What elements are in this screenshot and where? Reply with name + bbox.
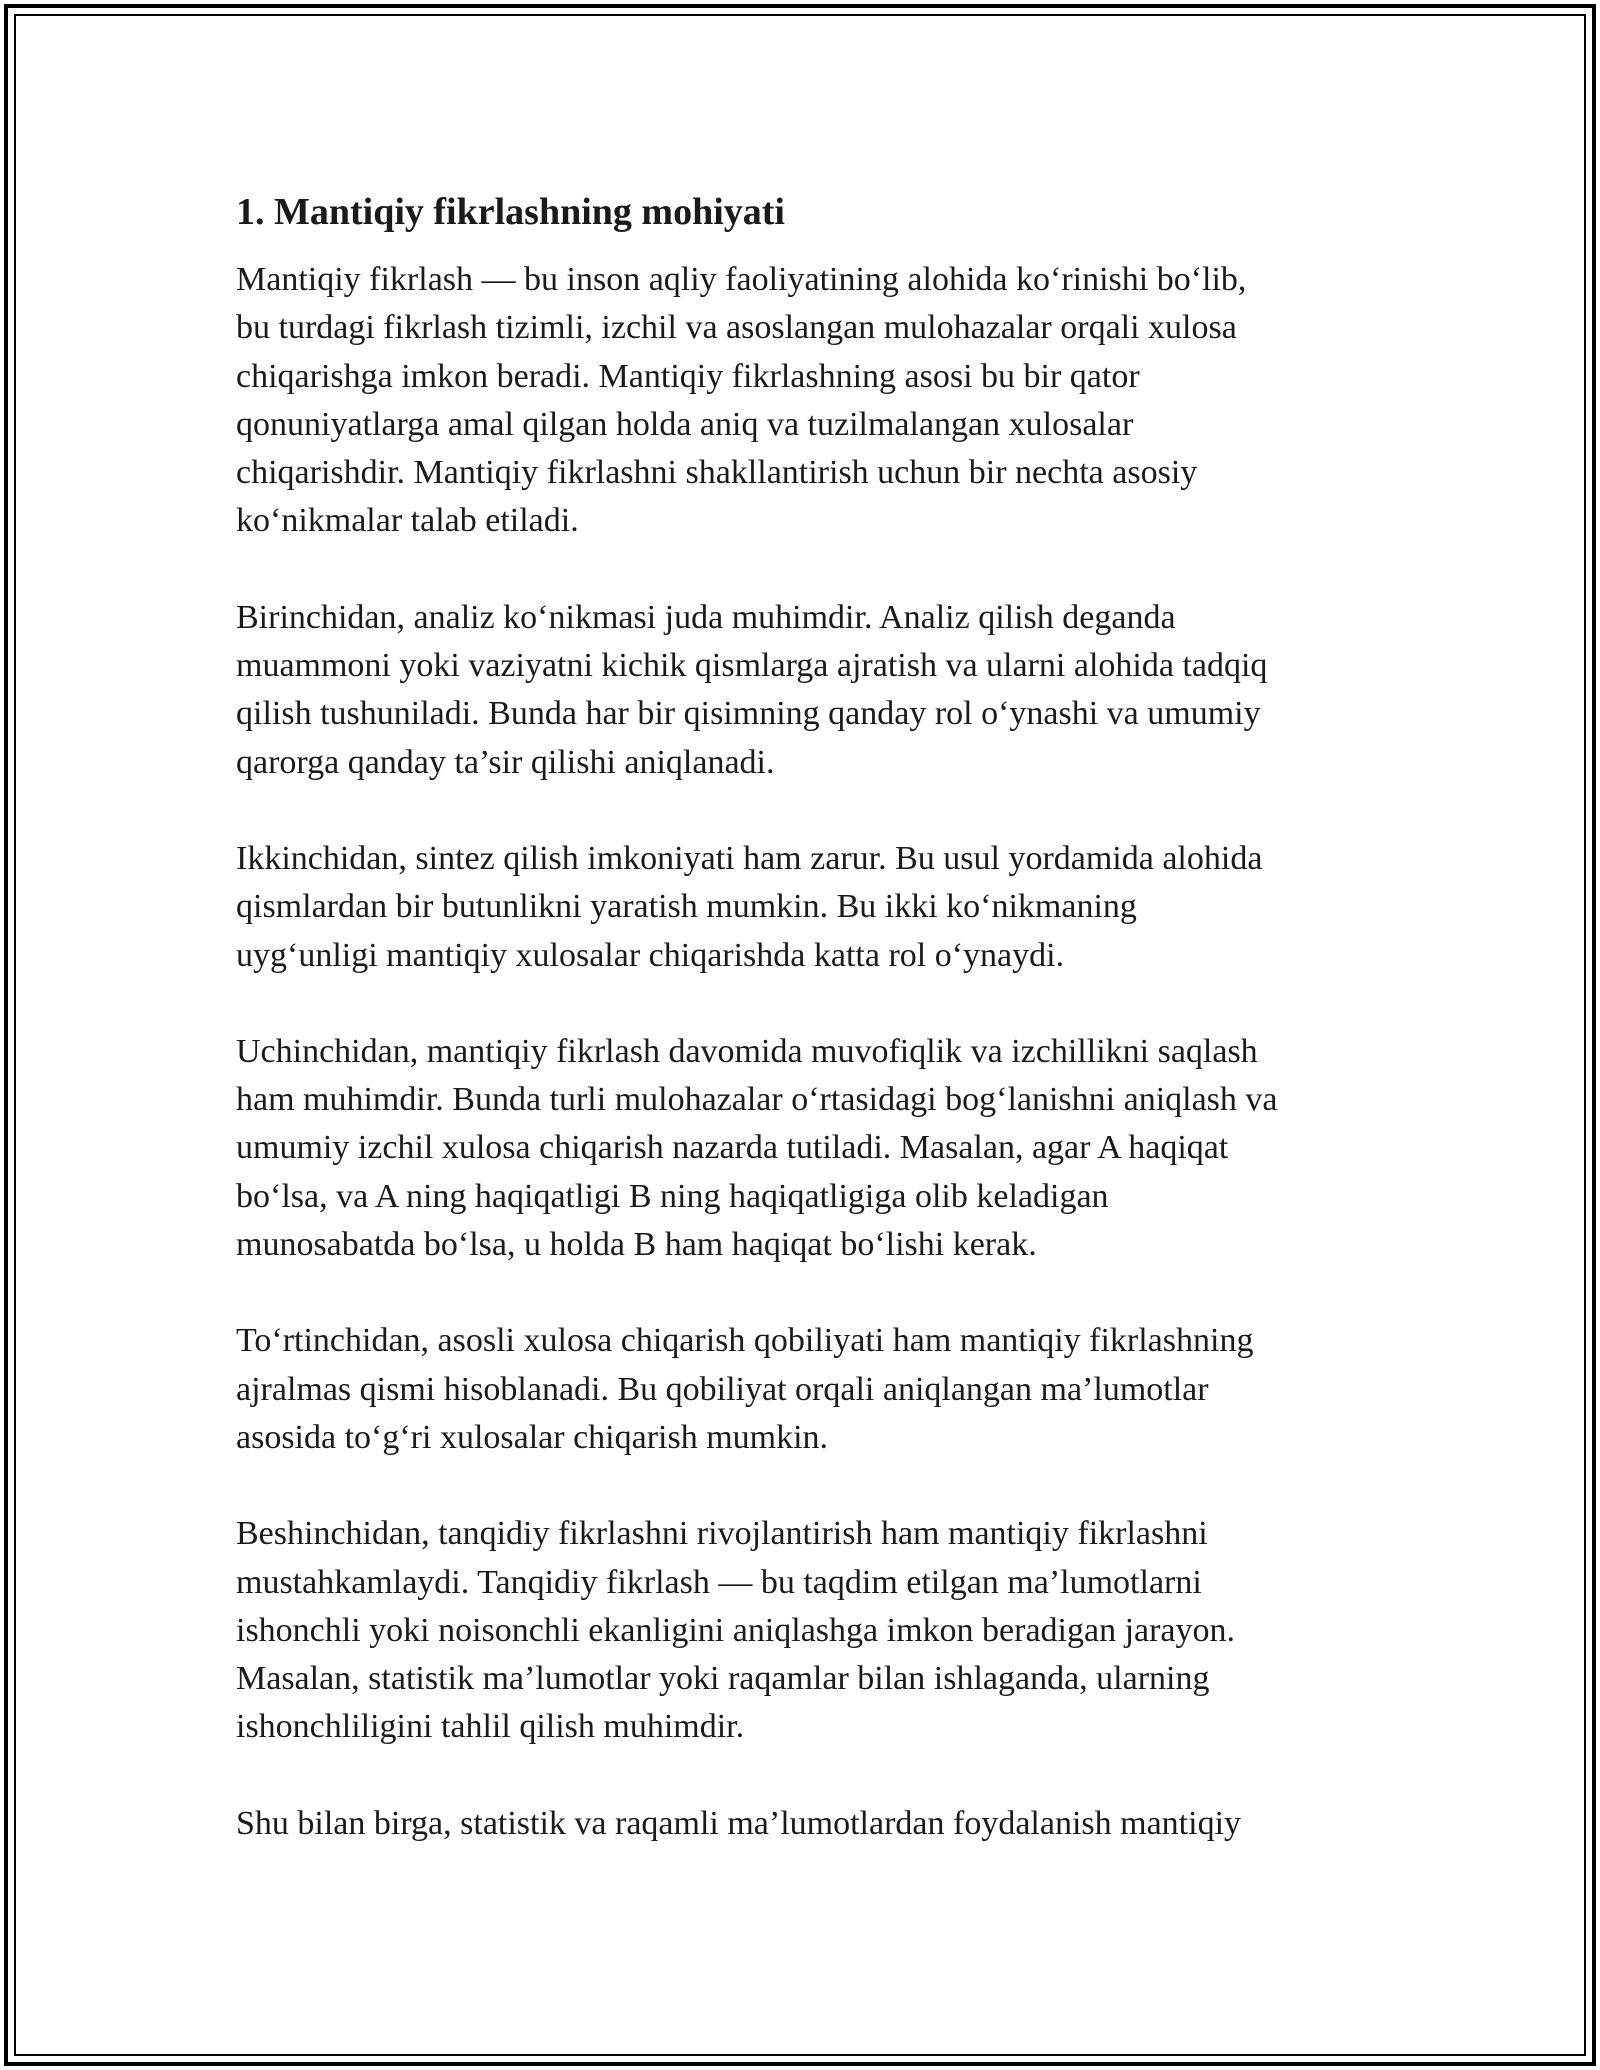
text-line: ishonchli yoki noisonchli ekanligini aniqlashga imkon beradigan jarayon. xyxy=(236,1611,1236,1649)
text-line: bo‘lsa, va A ning haqiqatligi B ning haqiqatligiga olib keladigan xyxy=(236,1177,1109,1215)
text-line: ko‘nikmalar talab etiladi. xyxy=(236,502,579,540)
text-line: asosida to‘g‘ri xulosalar chiqarish mumkin. xyxy=(236,1418,829,1456)
text-line: ishonchliligini tahlil qilish muhimdir. xyxy=(236,1708,745,1746)
text-line: qonuniyatlarga amal qilgan holda aniq va tuzilmalangan xulosalar xyxy=(236,405,1134,443)
paragraph-fifth xyxy=(236,1510,1376,1751)
text-line: ham muhimdir. Bunda turli mulohazalar o‘rtasidagi bog‘lanishni aniqlash va xyxy=(236,1081,1278,1119)
text-line: muammoni yoki vaziyatni kichik qismlarga ajratish va ularni alohida tadqiq xyxy=(236,647,1268,685)
text-line: ajralmas qismi hisoblanadi. Bu qobiliyat orqali aniqlangan ma’lumotlar xyxy=(236,1370,1209,1408)
text-line: Beshinchidan, tanqidiy fikrlashni rivojlantirish ham mantiqiy fikrlashni xyxy=(236,1515,1208,1553)
text-line: qilish tushuniladi. Bunda har bir qisimning qanday rol o‘ynashi va umumiy xyxy=(236,695,1261,733)
section-heading: 1. Mantiqiy fikrlashning mohiyati xyxy=(236,191,785,233)
text-line: bu turdagi fikrlash tizimli, izchil va asoslangan mulohazalar orqali xulosa xyxy=(236,309,1237,347)
text-line: Mantiqiy fikrlash — bu inson aqliy faoliyatining alohida ko‘rinishi bo‘lib, xyxy=(236,261,1247,298)
text-line: Birinchidan, analiz ko‘nikmasi juda muhimdir. Analiz qilish deganda xyxy=(236,598,1176,636)
text-line: To‘rtinchidan, asosli xulosa chiqarish qobiliyati ham mantiqiy fikrlashning xyxy=(236,1322,1254,1360)
text-line: uyg‘unligi mantiqiy xulosalar chiqarishda katta rol o‘ynaydi. xyxy=(236,936,1065,974)
paragraph-intro xyxy=(236,256,1376,546)
text-line: Masalan, statistik ma’lumotlar yoki raqamlar bilan ishlaganda, ularning xyxy=(236,1660,1210,1698)
paragraph-first xyxy=(236,594,1376,787)
paragraph-second xyxy=(236,835,1376,980)
text-line: munosabatda bo‘lsa, u holda B ham haqiqat bo‘lishi kerak. xyxy=(236,1226,1037,1264)
text-line: Shu bilan birga, statistik va raqamli ma’lumotlardan foydalanish mantiqiy xyxy=(236,1804,1242,1842)
text-line: chiqarishdir. Mantiqiy fikrlashni shakllantirish uchun bir nechta asosiy xyxy=(236,454,1198,492)
text-line: chiqarishga imkon beradi. Mantiqiy fikrlashning asosi bu bir qator xyxy=(236,357,1140,395)
text-line: Ikkinchidan, sintez qilish imkoniyati ham zarur. Bu usul yordamida alohida xyxy=(236,839,1263,877)
document-body xyxy=(236,186,1376,1896)
paragraph-third xyxy=(236,1028,1376,1269)
text-line: umumiy izchil xulosa chiqarish nazarda tutiladi. Masalan, agar A haqiqat xyxy=(236,1129,1229,1167)
text-line: Uchinchidan, mantiqiy fikrlash davomida muvofiqlik va izchillikni saqlash xyxy=(236,1032,1258,1070)
paragraph-closing xyxy=(236,1800,1376,1848)
paragraph-fourth xyxy=(236,1317,1376,1462)
text-line: qismlardan bir butunlikni yaratish mumkin. Bu ikki ko‘nikmaning xyxy=(236,888,1137,926)
text-line: qarorga qanday ta’sir qilishi aniqlanadi. xyxy=(236,743,775,781)
text-line: mustahkamlaydi. Tanqidiy fikrlash — bu taqdim etilgan ma’lumotlarni xyxy=(236,1563,1202,1601)
